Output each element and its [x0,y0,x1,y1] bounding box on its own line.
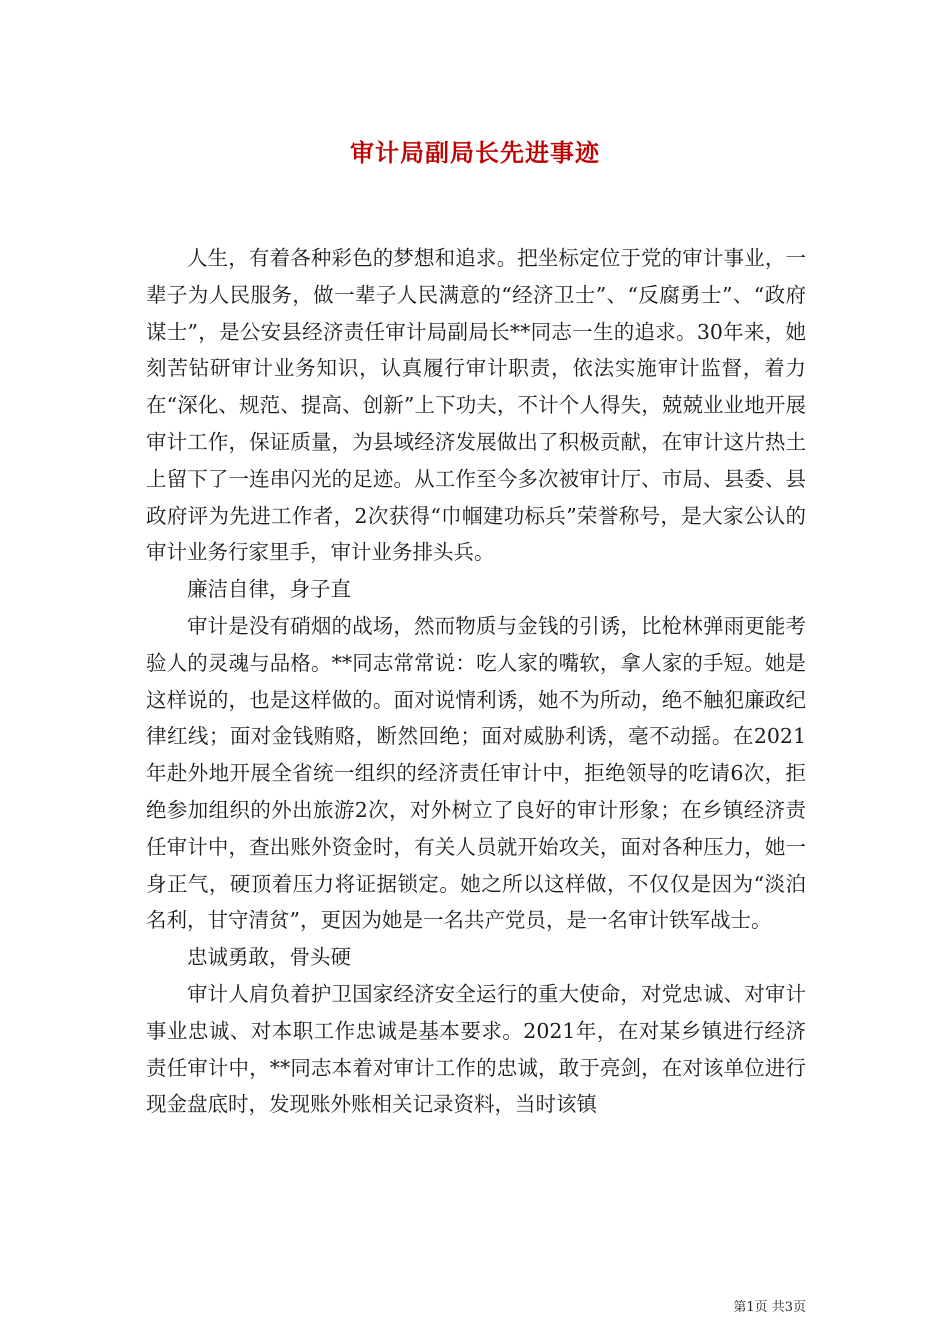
section-heading-integrity: 廉洁自律，身子直 [187,577,351,602]
integrity-paragraph: 审计是没有硝烟的战场，然而物质与金钱的引诱，比枪林弹雨更能考验人的灵魂与品格。**同志常常说：吃人家的嘴软，拿人家的手短。她是这样说的，也是这样做的。面对说情利诱，她不为所动，绝不触犯廉政纪律红线；面对金钱贿赂，断然回绝；面对威胁利诱，毫不动摇。在2021年赴外地开展全省统一组织的经济责任审计中，拒绝领导的吃请6次，拒绝参加组织的外出旅游2次，对外树立了良好的审计形象；在乡镇经济责任审计中，查出账外资金时，有关人员就开始攻关，面对各种压力，她一身正气，硬顶着压力将证据锁定。她之所以这样做，不仅仅是因为“淡泊名利，甘守清贫”，更因为她是一名共产党员，是一名审计铁军战士。 [146,613,806,933]
section-heading-loyalty: 忠诚勇敢，骨头硬 [187,945,351,970]
intro-paragraph: 人生，有着各种彩色的梦想和追求。把坐标定位于党的审计事业，一辈子为人民服务，做一辈子人民满意的“经济卫士”、“反腐勇士”、“政府谋士”，是公安县经济责任审计局副局长**同志一生的追求。30年来，她刻苦钻研审计业务知识，认真履行审计职责，依法实施审计监督，着力在“深化、规范、提高、创新”上下功夫，不计个人得失，兢兢业业地开展审计工作，保证质量，为县域经济发展做出了积极贡献，在审计这片热土上留下了一连串闪光的足迹。从工作至今多次被审计厅、市局、县委、县政府评为先进工作者，2次获得“巾帼建功标兵”荣誉称号，是大家公认的审计业务行家里手，审计业务排头兵。 [146,246,806,565]
document-title: 审计局副局长先进事迹 [350,138,600,167]
loyalty-paragraph: 审计人肩负着护卫国家经济安全运行的重大使命，对党忠诚、对审计事业忠诚、对本职工作忠诚是基本要求。2021年，在对某乡镇进行经济责任审计中，**同志本着对审计工作的忠诚，敢于亮剑，在对该单位进行现金盘底时，发现账外账相关记录资料，当时该镇 [146,981,806,1117]
page-number: 第1页 共3页 [733,1300,806,1315]
document-body [146,240,806,1123]
